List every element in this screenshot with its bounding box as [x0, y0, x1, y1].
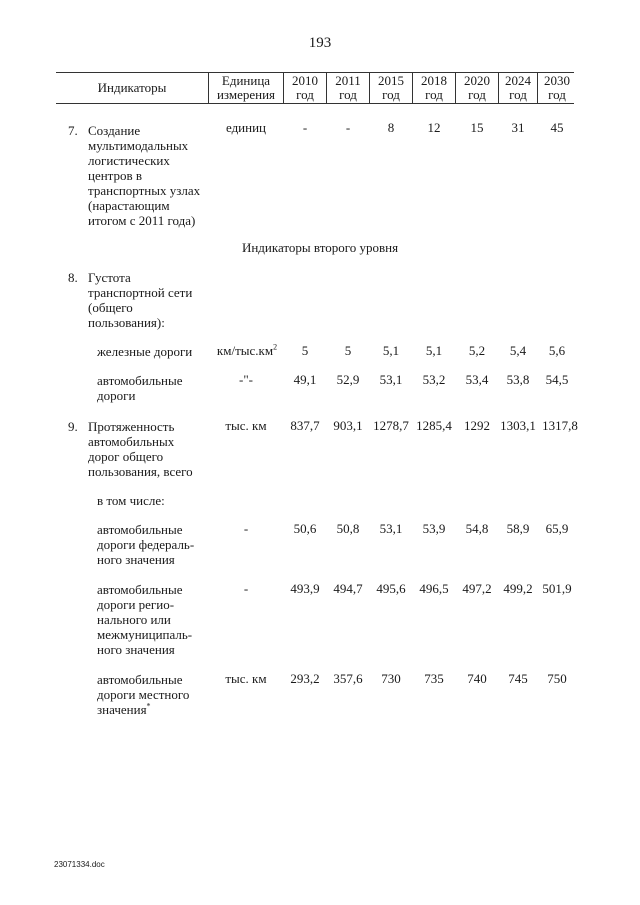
header-unit: Единица измерения	[216, 73, 276, 102]
row-value: 499,2	[503, 581, 533, 596]
row-label: Создание мультимодальных логистических центров в транспортных узлах (нарастающим итогом с 2011 года)	[88, 123, 201, 228]
row-value: 5,1	[382, 343, 400, 358]
row-value: 1317,8	[542, 418, 578, 433]
row-unit: тыс. км	[225, 418, 267, 433]
row-label	[97, 672, 189, 717]
row-value: 501,9	[542, 581, 572, 596]
row-value: -	[302, 120, 308, 135]
row-value: 5,1	[425, 343, 443, 358]
header-year-2010	[284, 74, 326, 102]
row-value: 31	[511, 120, 525, 135]
row-number: 9.	[68, 419, 78, 434]
header-year-2020	[456, 74, 498, 102]
row-value: 53,4	[465, 372, 489, 387]
header-bottom-rule	[56, 103, 574, 104]
header-year: 2030	[544, 73, 570, 88]
row-value: 750	[547, 671, 567, 686]
row-value: 54,5	[545, 372, 569, 387]
row-value: 495,6	[376, 581, 406, 596]
row-value: 52,9	[336, 372, 360, 387]
row-value: 496,5	[419, 581, 449, 596]
row-value: -	[345, 120, 351, 135]
row-value: 494,7	[333, 581, 363, 596]
row-value: 293,2	[290, 671, 320, 686]
row-unit: -"-	[239, 372, 253, 387]
header-year-label: год	[548, 87, 566, 102]
header-indicators: Индикаторы	[97, 80, 167, 95]
page-number: 193	[308, 35, 332, 51]
row-label: Протяженность автомобильных дорог общего пользования, всего	[88, 419, 193, 479]
row-unit: тыс. км	[225, 671, 267, 686]
row-value: 5	[344, 343, 352, 358]
row-unit: -	[243, 581, 249, 596]
row-label: в том числе:	[97, 493, 165, 508]
header-year-2011	[327, 74, 369, 102]
row-value: 15	[470, 120, 484, 135]
row-unit: -	[243, 521, 249, 536]
row-value: 1278,7	[373, 418, 409, 433]
footer-filename: 23071334.doc	[54, 860, 105, 869]
section-title: Индикаторы второго уровня	[241, 240, 399, 255]
header-year-2018	[413, 74, 455, 102]
header-year: 2020	[464, 73, 490, 88]
row-value: 49,1	[293, 372, 317, 387]
row-unit	[210, 343, 284, 358]
row-value: 45	[550, 120, 564, 135]
header-year: 2015	[378, 73, 404, 88]
header-year-2030	[538, 74, 576, 102]
row-label: автомобильные дороги федераль- ного значения	[97, 522, 195, 567]
header-year-label: год	[339, 87, 357, 102]
row-value: 5,6	[548, 343, 566, 358]
row-value: 903,1	[333, 418, 363, 433]
row-value: 50,8	[336, 521, 360, 536]
row-label: Густота транспортной сети (общего пользования):	[88, 270, 193, 330]
row-value: 53,9	[422, 521, 446, 536]
row-value: 65,9	[545, 521, 569, 536]
row-value: 493,9	[290, 581, 320, 596]
unit-superscript: 2	[273, 342, 278, 352]
row-label-text: автомобильные дороги местного значения	[97, 672, 190, 717]
row-value: 1292	[464, 418, 490, 433]
row-value: 740	[467, 671, 487, 686]
row-value: 5,4	[509, 343, 527, 358]
header-year-label: год	[296, 87, 314, 102]
unit-text: км/тыс.км	[216, 343, 274, 358]
row-label: автомобильные дороги регио- нального или межмуниципаль- ного значения	[97, 582, 193, 657]
footnote-marker: *	[146, 701, 151, 711]
header-divider	[208, 72, 209, 103]
row-value: 357,6	[333, 671, 363, 686]
row-value: 54,8	[465, 521, 489, 536]
row-value: 12	[427, 120, 441, 135]
row-value: 50,6	[293, 521, 317, 536]
row-value: 735	[424, 671, 444, 686]
header-year-label: год	[382, 87, 400, 102]
row-label: железные дороги	[97, 344, 193, 359]
row-value: 5	[301, 343, 309, 358]
header-year-label: год	[468, 87, 486, 102]
header-year: 2018	[421, 73, 447, 88]
row-value: 53,8	[506, 372, 530, 387]
row-value: 837,7	[290, 418, 320, 433]
row-value: 745	[508, 671, 528, 686]
row-label: автомобильные дороги	[97, 373, 183, 403]
row-value: 8	[387, 120, 395, 135]
row-number: 8.	[68, 270, 78, 285]
row-value: 730	[381, 671, 401, 686]
row-value: 1303,1	[500, 418, 536, 433]
row-value: 5,2	[468, 343, 486, 358]
header-year-label: год	[425, 87, 443, 102]
row-value: 1285,4	[416, 418, 452, 433]
header-year-label: год	[509, 87, 527, 102]
header-year: 2011	[335, 73, 361, 88]
header-year: 2024	[505, 73, 531, 88]
row-value: 497,2	[462, 581, 492, 596]
row-unit: единиц	[225, 120, 267, 135]
row-value: 53,1	[379, 372, 403, 387]
header-year-2024	[499, 74, 537, 102]
row-value: 53,2	[422, 372, 446, 387]
header-year-2015	[370, 74, 412, 102]
header-year: 2010	[292, 73, 318, 88]
row-value: 58,9	[506, 521, 530, 536]
row-number: 7.	[68, 123, 78, 138]
row-value: 53,1	[379, 521, 403, 536]
